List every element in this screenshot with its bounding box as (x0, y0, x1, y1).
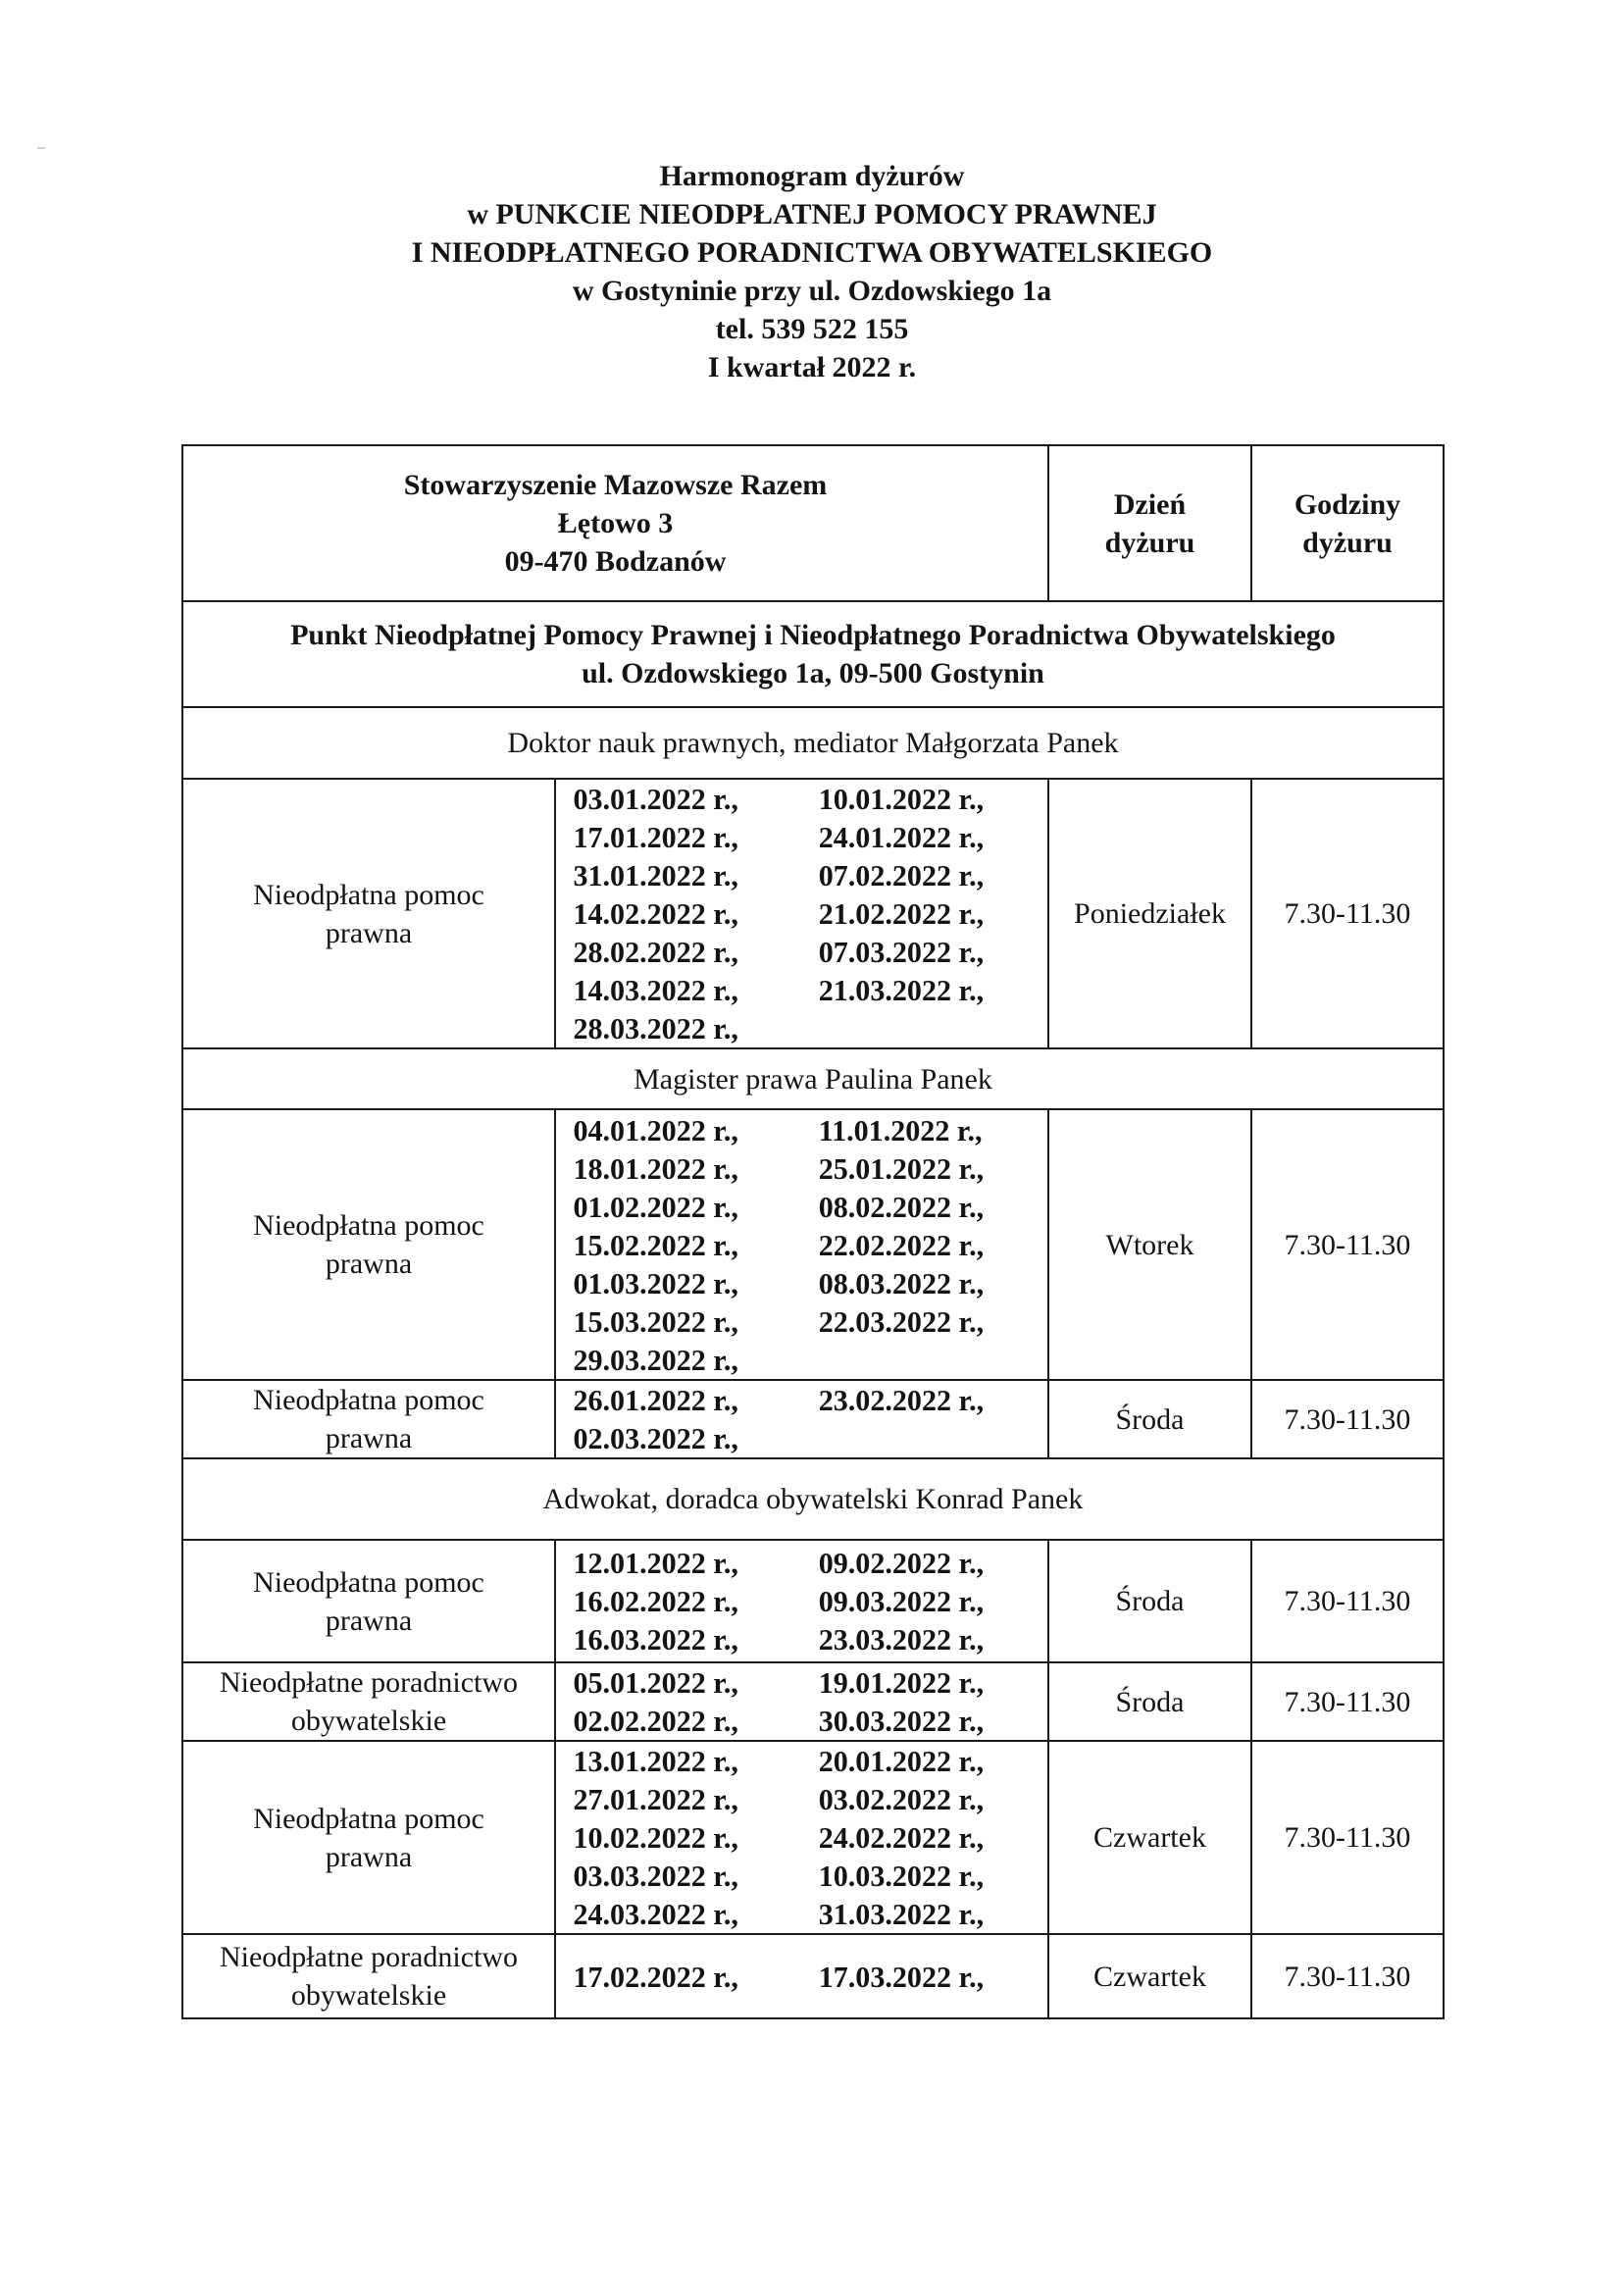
service-type-line: prawna (325, 1422, 413, 1454)
day-cell: Czwartek (1048, 1741, 1251, 1934)
date: 24.02.2022 r., (818, 1820, 985, 1855)
date: 21.03.2022 r., (818, 973, 985, 1007)
service-type-line: obywatelskie (290, 1979, 447, 2012)
date-list (556, 1111, 1033, 1379)
point-row (182, 601, 1444, 707)
person-name: Adwokat, doradca obywatelski Konrad Panek (182, 1458, 1444, 1540)
date: 26.01.2022 r., (573, 1383, 738, 1417)
person-row (182, 707, 1444, 779)
scan-speck (37, 147, 45, 149)
date: 13.01.2022 r., (573, 1744, 738, 1778)
column-header-day (1048, 445, 1251, 601)
service-type-line: prawna (325, 1840, 413, 1873)
person-row (182, 1458, 1444, 1540)
hours-cell: 7.30-11.30 (1251, 1109, 1444, 1380)
date: 23.02.2022 r., (818, 1383, 985, 1417)
header-text: dyżuru (1104, 526, 1195, 559)
date: 09.02.2022 r., (818, 1546, 985, 1580)
service-type (182, 1934, 555, 2018)
date: 08.03.2022 r., (818, 1265, 985, 1300)
date: 11.01.2022 r., (818, 1112, 983, 1147)
header-text: dyżuru (1302, 526, 1393, 559)
title-line: tel. 539 522 155 (715, 313, 909, 345)
hours-cell: 7.30-11.30 (1251, 1934, 1444, 2018)
point-address: ul. Ozdowskiego 1a, 09-500 Gostynin (582, 657, 1044, 689)
dates-cell (555, 779, 1048, 1048)
date-list (556, 1958, 1033, 1996)
service-type-line: prawna (325, 1248, 413, 1280)
day-cell: Wtorek (1048, 1109, 1251, 1380)
date: 24.01.2022 r., (818, 820, 985, 854)
service-type-line: Nieodpłatne poradnictwo (219, 1666, 519, 1699)
date: 19.01.2022 r., (818, 1665, 985, 1700)
hours-cell: 7.30-11.30 (1251, 1741, 1444, 1934)
date: 20.01.2022 r., (818, 1744, 985, 1778)
schedule-row (182, 1662, 1444, 1741)
service-type-line: Nieodpłatna pomoc (253, 878, 484, 911)
service-type-line: Nieodpłatne poradnictwo (219, 1941, 519, 1973)
person-name: Doktor nauk prawnych, mediator Małgorzata Panek (182, 707, 1444, 779)
date: 08.02.2022 r., (818, 1189, 985, 1224)
service-type-line: prawna (325, 916, 413, 949)
org-city: 09-470 Bodzanów (504, 545, 727, 578)
date: 10.03.2022 r., (818, 1859, 985, 1893)
service-type-line: Nieodpłatna pomoc (253, 1565, 484, 1599)
date: 16.02.2022 r., (573, 1584, 738, 1618)
service-type-line: Nieodpłatna pomoc (253, 1384, 484, 1416)
point-name: Punkt Nieodpłatnej Pomocy Prawnej i Nieodpłatnego Poradnictwa Obywatelskiego (290, 619, 1336, 651)
hours-cell: 7.30-11.30 (1251, 1662, 1444, 1741)
header-text: Godziny (1294, 487, 1401, 521)
date: 28.03.2022 r., (573, 1011, 738, 1045)
title-line: I kwartał 2022 r. (707, 351, 917, 383)
date: 03.02.2022 r., (818, 1782, 985, 1816)
date: 15.02.2022 r., (573, 1227, 738, 1262)
date: 02.03.2022 r., (573, 1421, 738, 1455)
date: 03.01.2022 r., (573, 782, 738, 816)
day-cell: Środa (1048, 1380, 1251, 1458)
service-type-line: obywatelskie (290, 1705, 447, 1737)
date: 07.02.2022 r., (818, 858, 985, 892)
title-line: I NIEODPŁATNEGO PORADNICTWA OBYWATELSKIEGO (411, 236, 1213, 269)
date: 30.03.2022 r., (818, 1704, 985, 1738)
schedule-row (182, 1109, 1444, 1380)
org-name: Stowarzyszenie Mazowsze Razem (403, 469, 828, 501)
date: 17.01.2022 r., (573, 820, 738, 854)
schedule-row (182, 1380, 1444, 1458)
hours-cell: 7.30-11.30 (1251, 1540, 1444, 1662)
date-list (556, 1663, 1033, 1740)
schedule-row (182, 1540, 1444, 1662)
date: 23.03.2022 r., (818, 1622, 985, 1657)
hours-cell: 7.30-11.30 (1251, 1380, 1444, 1458)
person-row (182, 1048, 1444, 1109)
date: 16.03.2022 r., (573, 1622, 738, 1657)
day-cell: Środa (1048, 1662, 1251, 1741)
date: 01.02.2022 r., (573, 1189, 738, 1224)
date: 10.02.2022 r., (573, 1820, 738, 1855)
table-header-row (182, 445, 1444, 601)
dates-cell (555, 1662, 1048, 1741)
date: 02.02.2022 r., (573, 1704, 738, 1738)
dates-cell (555, 1934, 1048, 2018)
date: 18.01.2022 r., (573, 1150, 738, 1186)
header-text: Dzień (1113, 487, 1187, 521)
date: 31.03.2022 r., (818, 1897, 985, 1931)
date: 24.03.2022 r., (573, 1897, 738, 1931)
date: 25.01.2022 r., (818, 1150, 985, 1186)
date: 03.03.2022 r., (573, 1859, 738, 1893)
column-header-hours (1251, 445, 1444, 601)
dates-cell (555, 1741, 1048, 1934)
title-line: Harmonogram dyżurów (659, 160, 965, 192)
date: 12.01.2022 r., (573, 1546, 738, 1580)
date: 10.01.2022 r., (818, 782, 985, 816)
schedule-row (182, 1741, 1444, 1934)
service-type-line: prawna (325, 1604, 413, 1637)
organization-cell (182, 445, 1048, 601)
schedule-row (182, 1934, 1444, 2018)
date: 22.03.2022 r., (818, 1303, 985, 1339)
service-type-line: Nieodpłatna pomoc (253, 1209, 484, 1242)
service-type (182, 1540, 555, 1662)
date: 29.03.2022 r., (573, 1342, 738, 1377)
dates-cell (555, 1109, 1048, 1380)
date: 14.03.2022 r., (573, 973, 738, 1007)
service-type (182, 1662, 555, 1741)
document-title (0, 157, 1624, 386)
schedule-table (181, 444, 1445, 2019)
service-type (182, 1380, 555, 1458)
date: 27.01.2022 r., (573, 1782, 738, 1816)
service-type-line: Nieodpłatna pomoc (253, 1802, 484, 1835)
date: 01.03.2022 r., (573, 1265, 738, 1300)
dates-cell (555, 1540, 1048, 1662)
hours-cell: 7.30-11.30 (1251, 779, 1444, 1048)
date: 31.01.2022 r., (573, 858, 738, 892)
schedule-row (182, 779, 1444, 1048)
day-cell: Środa (1048, 1540, 1251, 1662)
date: 17.03.2022 r., (818, 1959, 985, 1994)
date: 17.02.2022 r., (573, 1959, 738, 1994)
date: 21.02.2022 r., (818, 896, 985, 931)
date: 09.03.2022 r., (818, 1584, 985, 1618)
date-list (556, 780, 1033, 1047)
date: 15.03.2022 r., (573, 1303, 738, 1339)
service-type (182, 779, 555, 1048)
date: 22.02.2022 r., (818, 1227, 985, 1262)
point-cell (182, 601, 1444, 707)
org-street: Łętowo 3 (557, 507, 674, 539)
day-cell: Poniedziałek (1048, 779, 1251, 1048)
title-line: w Gostyninie przy ul. Ozdowskiego 1a (572, 275, 1052, 307)
person-name: Magister prawa Paulina Panek (182, 1048, 1444, 1109)
service-type (182, 1741, 555, 1934)
title-line: w PUNKCIE NIEODPŁATNEJ POMOCY PRAWNEJ (467, 198, 1157, 230)
date: 04.01.2022 r., (573, 1112, 738, 1147)
dates-cell (555, 1380, 1048, 1458)
date-list (556, 1381, 1033, 1457)
date: 05.01.2022 r., (573, 1665, 738, 1700)
day-cell: Czwartek (1048, 1934, 1251, 2018)
date: 28.02.2022 r., (573, 935, 738, 969)
date-list (556, 1742, 1033, 1933)
date: 14.02.2022 r., (573, 896, 738, 931)
date: 07.03.2022 r., (818, 935, 985, 969)
service-type (182, 1109, 555, 1380)
date-list (556, 1544, 1033, 1658)
